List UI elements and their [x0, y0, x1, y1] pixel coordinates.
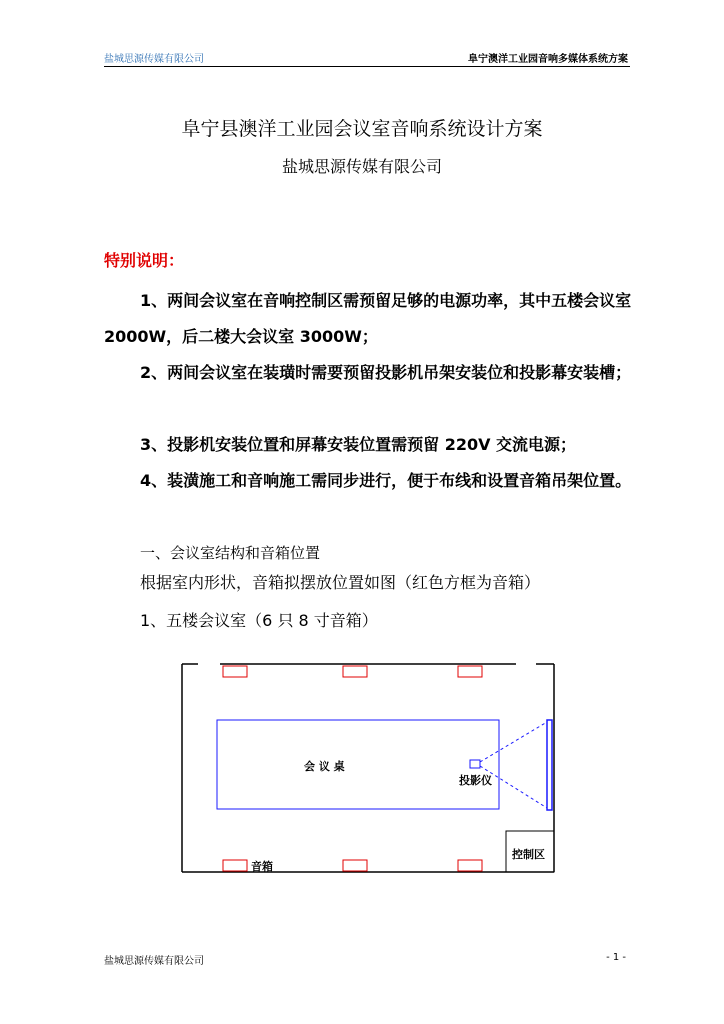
note-item-1: 1、两间会议室在音响控制区需预留足够的电源功率，其中五楼会议室 2000W，后二楼大会议室 3000W； [104, 291, 632, 346]
room-walls [182, 664, 554, 872]
intro-text: 根据室内形状，音箱拟摆放位置如图（红色方框为音箱） [140, 573, 541, 592]
note-item-4: 4、装潢施工和音响施工需同步进行，便于布线和设置音箱吊架位置。 [140, 471, 632, 490]
speaker-top-3 [458, 666, 482, 677]
room-one-title: 1、五楼会议室（6 只 8 寸音箱） [140, 611, 378, 630]
page-number: - 1 - [606, 952, 626, 963]
speaker-top-1 [223, 666, 247, 677]
section-heading: 一、会议室结构和音箱位置 [140, 544, 321, 562]
page-title: 阜宁县澳洋工业园会议室音响系统设计方案 [181, 118, 543, 140]
speaker-top-2 [343, 666, 367, 677]
projection-beam-upper [480, 722, 547, 762]
header-company: 盐城思源传媒有限公司 [104, 54, 204, 65]
note-item-2: 2、两间会议室在装璜时需要预留投影机吊架安装位和投影幕安装槽； [140, 363, 632, 382]
projection-beam-lower [480, 766, 547, 808]
control-label: 控制区 [512, 848, 545, 861]
projection-screen [547, 720, 552, 810]
conference-table [217, 720, 499, 809]
projector-label: 投影仪 [459, 774, 492, 787]
header-doc-title: 阜宁澳洋工业园音响多媒体系统方案 [468, 54, 628, 65]
table-label: 会 议 桌 [304, 760, 345, 773]
projector [470, 760, 480, 768]
note-item-3: 3、投影机安装位置和屏幕安装位置需预留 220V 交流电源； [140, 435, 577, 454]
page-subtitle: 盐城思源传媒有限公司 [281, 157, 442, 176]
speaker-bottom-3 [458, 860, 482, 871]
speaker-bottom-2 [343, 860, 367, 871]
speaker-bottom-1 [223, 860, 247, 871]
footer-company: 盐城思源传媒有限公司 [104, 956, 204, 967]
special-heading: 特别说明： [104, 251, 185, 270]
speaker-label: 音箱 [251, 860, 273, 873]
